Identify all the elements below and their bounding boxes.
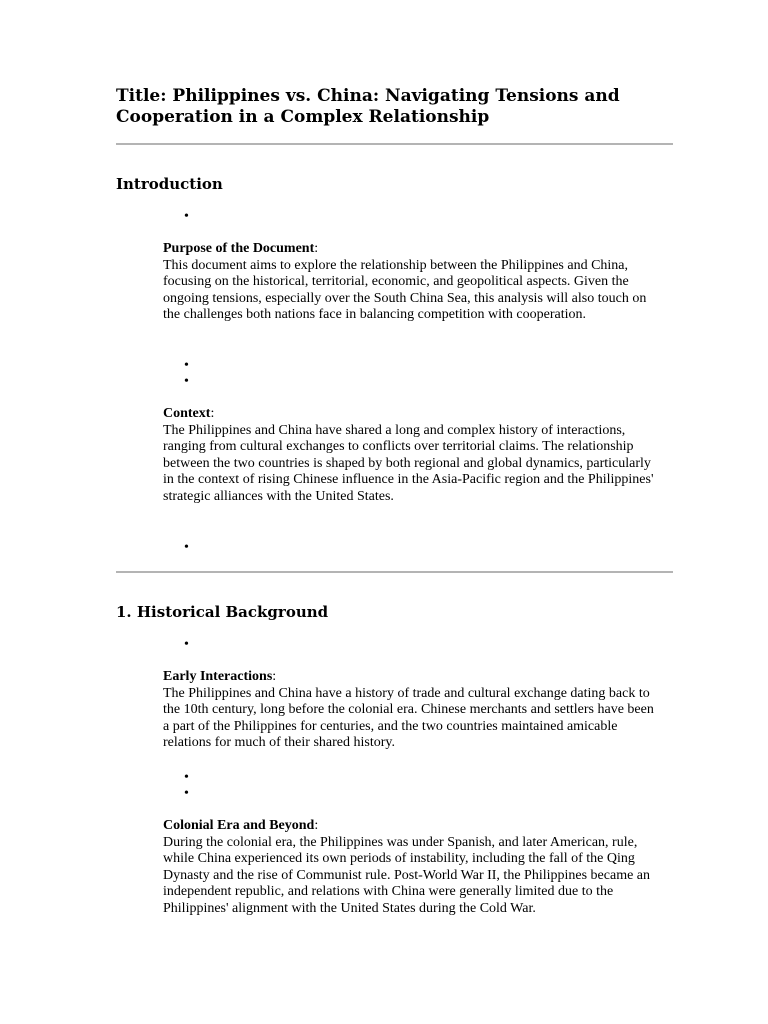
bullet-marker: • [184, 374, 189, 389]
item-label: Context [163, 406, 211, 421]
document-title: Title: Philippines vs. China: Navigating Tensions and Cooperation in a Complex Relationship [116, 86, 620, 127]
item-text: During the colonial era, the Philippines was under Spanish, and later American, rule, while China experienced its own periods of instability, including the fall of the Qing Dynasty and the rise of Communist rule. Post-World War II, the Philippines became an independent republic, and relations with China were generally limited due to the Philippines' alignment with the United States during the Cold War. [163, 834, 651, 916]
list-item-colonial-era [163, 818, 663, 917]
item-label: Early Interactions [163, 669, 273, 684]
list-item-early-interactions [163, 669, 663, 752]
horizontal-rule [116, 571, 673, 573]
item-text: The Philippines and China have shared a long and complex history of interactions, ranging from cultural exchanges to conflicts over territorial claims. The relationship between the two countries is shaped by both regional and global dynamics, particularly in the context of rising Chinese influence in the Asia-Pacific region and the Philippines' strategic alliances with the United States. [163, 422, 654, 504]
item-label: Colonial Era and Beyond [163, 818, 315, 833]
item-text: The Philippines and China have a history of trade and cultural exchange dating back to the 10th century, long before the colonial era. Chinese merchants and settlers have been a part of the Philippines for centuries, and the two countries maintained amicable relations for much of their shared history. [163, 685, 654, 750]
bullet-marker: • [184, 786, 189, 801]
item-label-colon: : [272, 669, 277, 684]
list-item-purpose [163, 241, 663, 324]
item-label: Purpose of the Document [163, 241, 315, 256]
horizontal-rule [116, 143, 673, 145]
bullet-marker: • [184, 540, 189, 555]
bullet-marker: • [184, 637, 189, 652]
item-text: This document aims to explore the relationship between the Philippines and China, focusing on the historical, territorial, economic, and geopolitical aspects. Given the ongoing tensions, especially over the South China Sea, this analysis will also touch on the challenges both nations face in balancing competition with cooperation. [163, 257, 647, 322]
bullet-marker: • [184, 358, 189, 373]
item-label-colon: : [210, 406, 215, 421]
section-heading-historical-background: 1. Historical Background [116, 603, 329, 621]
item-label-colon: : [314, 241, 319, 256]
list-item-context [163, 406, 663, 505]
bullet-marker: • [184, 209, 189, 224]
section-heading-introduction: Introduction [116, 175, 223, 193]
item-label-colon: : [314, 818, 319, 833]
bullet-marker: • [184, 770, 189, 785]
